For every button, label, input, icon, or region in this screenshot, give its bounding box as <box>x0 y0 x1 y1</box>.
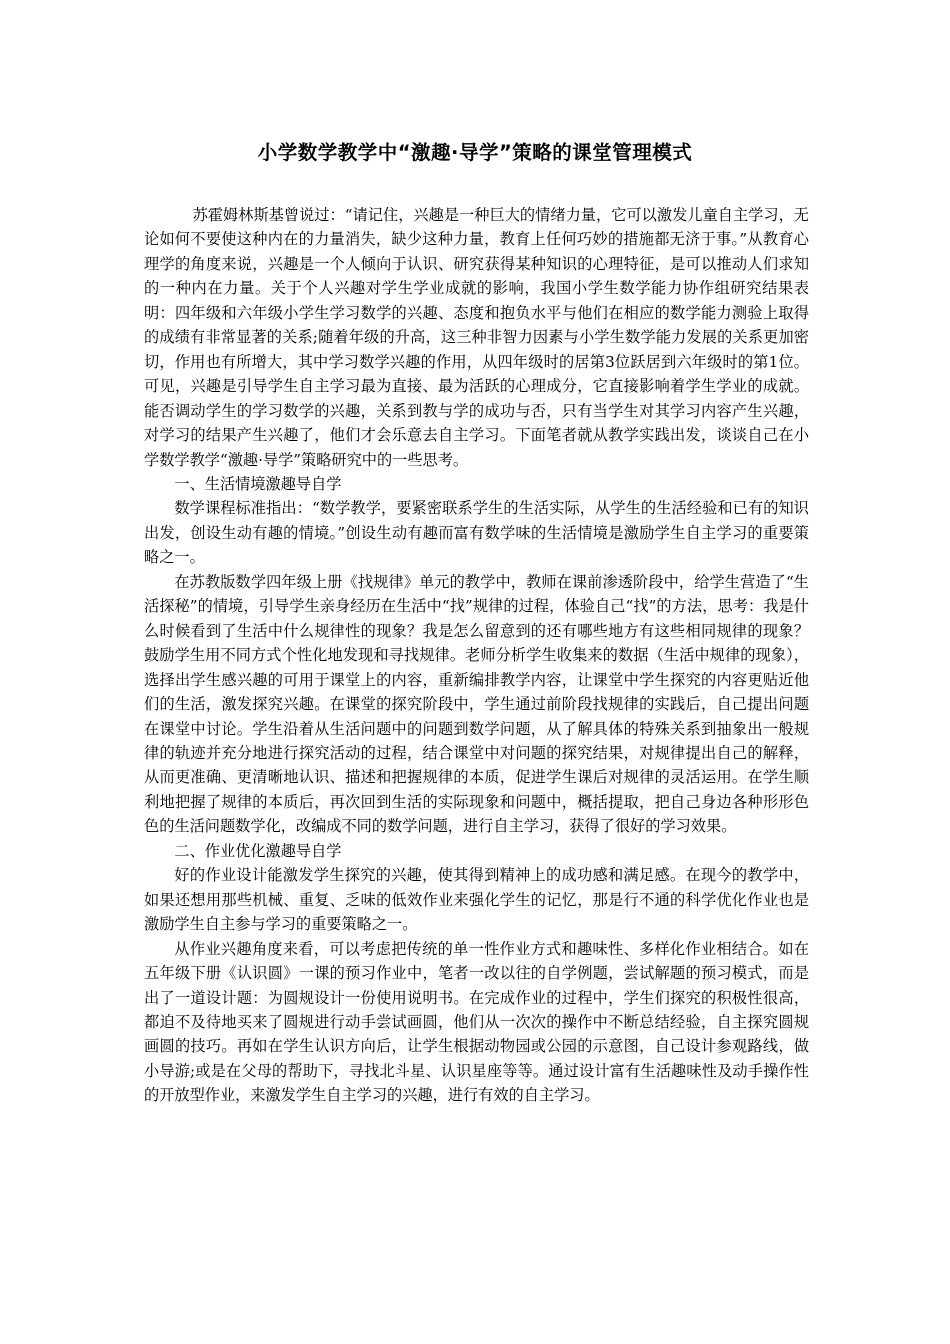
paragraph: 从作业兴趣角度来看，可以考虑把传统的单一性作业方式和趣味性、多样化作业相结合。如在五年级下册《认识圆》一课的预习作业中，笔者一改以往的自学例题，尝试解题的预习模式，而是出了一道设计题：为圆规设计一份使用说明书。在完成作业的过程中，学生们探究的积极性很高，都迫不及待地买来了圆规进行动手尝试画圆，他们从一次次的操作中不断总结经验，自主探究圆规画圆的技巧。再如在学生认识方向后，让学生根据动物园或公园的示意图，自己设计参观路线，做小导游;或是在父母的帮助下，寻找北斗星、认识星座等等。通过设计富有生活趣味性及动手操作性的开放型作业，来激发学生自主学习的兴趣，进行有效的自主学习。 <box>144 939 809 1105</box>
document-body <box>144 203 809 1108</box>
paragraph: 数学课程标准指出：“数学教学，要紧密联系学生的生活实际，从学生的生活经验和已有的知识出发，创设生动有趣的情境。”创设生动有趣而富有数学味的生活情境是激励学生自主学习的重要策略之一。 <box>144 499 809 567</box>
paragraph: 好的作业设计能激发学生探究的兴趣，使其得到精神上的成功感和满足感。在现今的教学中，如果还想用那些机械、重复、乏味的低效作业来强化学生的记忆，那是行不通的科学优化作业也是激励学生自主参与学习的重要策略之一。 <box>144 866 809 934</box>
document-title: 小学数学教学中“激趣·导学”策略的课堂管理模式 <box>257 141 693 164</box>
paragraph: 在苏教版数学四年级上册《找规律》单元的教学中，教师在课前渗透阶段中，给学生营造了“生活探秘”的情境，引导学生亲身经历在生活中“找”规律的过程，体验自己“找”的方法，思考：我是什么时候看到了生活中什么规律性的现象？我是怎么留意到的还有哪些地方有这些相同规律的现象？鼓励学生用不同方式个性化地发现和寻找规律。老师分析学生收集来的数据（生活中规律的现象），选择出学生感兴趣的可用于课堂上的内容，重新编排教学内容，让课堂中学生探究的内容更贴近他们的生活，激发探究兴趣。在课堂的探究阶段中，学生通过前阶段找规律的实践后，自己提出问题在课堂中讨论。学生沿着从生活问题中的问题到数学问题，从了解具体的特殊关系到抽象出一般规律的轨迹并充分地进行探究活动的过程，结合课堂中对问题的探究结果，对规律提出自己的解释，从而更准确、更清晰地认识、描述和把握规律的本质，促进学生课后对规律的灵活运用。在学生顺利地把握了规律的本质后，再次回到生活的实际现象和问题中，概括提取，把自己身边各种形形色色的生活问题数学化，改编成不同的数学问题，进行自主学习，获得了很好的学习效果。 <box>144 572 809 836</box>
intro-paragraph: 苏霍姆林斯基曾说过：“请记住，兴趣是一种巨大的情绪力量，它可以激发儿童自主学习，无论如何不要使这种内在的力量消失，缺少这种力量，教育上任何巧妙的措施都无济于事。”从教育心理学的角度来说，兴趣是一个人倾向于认识、研究获得某种知识的心理特征，是可以推动人们求知的一种内在力量。关于个人兴趣对学生学业成就的影响，我国小学生数学能力协作组研究结果表明：四年级和六年级小学生学习数学的兴趣、态度和抱负水平与他们在相应的数学能力测验上取得的成绩有非常显著的关系;随着年级的升高，这三种非智力因素与小学生数学能力发展的关系更加密切，作用也有所增大，其中学习数学兴趣的作用，从四年级时的居第3位跃居到六年级时的第1位。可见，兴趣是引导学生自主学习最为直接、最为活跃的心理成分，它直接影响着学生学业的成就。能否调动学生的学习数学的兴趣，关系到教与学的成功与否，只有当学生对其学习内容产生兴趣，对学习的结果产生兴趣了，他们才会乐意去自主学习。下面笔者就从教学实践出发，谈谈自己在小学数学教学“激趣·导学”策略研究中的一些思考。 <box>144 206 809 469</box>
section-heading-2: 二、作业优化激趣导自学 <box>174 841 342 860</box>
section-heading-1: 一、生活情境激趣导自学 <box>174 474 342 493</box>
